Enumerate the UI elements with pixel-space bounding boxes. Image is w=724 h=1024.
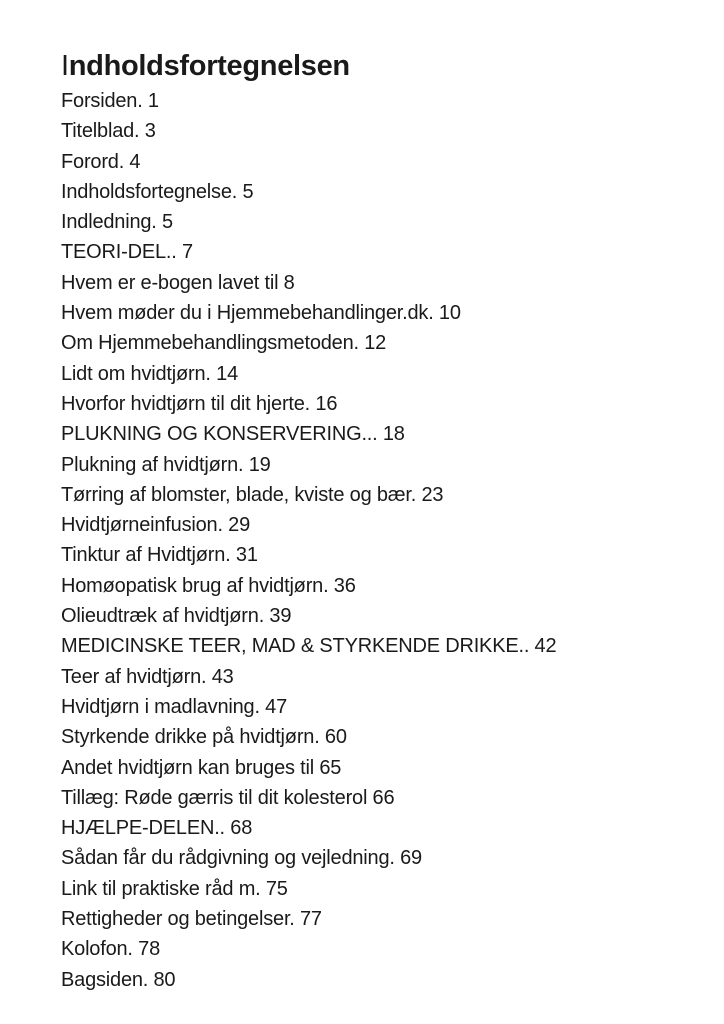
toc-entry: Olieudtræk af hvidtjørn. 39 [61,605,292,628]
toc-entry: Andet hvidtjørn kan bruges til 65 [61,756,342,779]
toc-entry: Om Hjemmebehandlingsmetoden. 12 [61,332,387,355]
toc-entry: Tørring af blomster, blade, kviste og bær. 23 [61,483,444,506]
toc-entry: Sådan får du rådgivning og vejledning. 69 [61,847,422,870]
toc-list [61,86,704,995]
toc-entry: Homøopatisk brug af hvidtjørn. 36 [61,574,356,597]
toc-page [61,46,704,995]
toc-entry: TEORI-DEL.. 7 [61,241,193,264]
toc-entry: Kolofon. 78 [61,938,160,961]
toc-entry: Hvem er e-bogen lavet til 8 [61,271,295,294]
toc-entry: Forsiden. 1 [61,90,159,112]
toc-entry: Indholdsfortegnelse. 5 [61,180,254,203]
page-title [61,46,704,86]
toc-entry: PLUKNING OG KONSERVERING... 18 [61,423,405,446]
toc-entry: Hvem møder du i Hjemmebehandlinger.dk. 10 [61,302,461,325]
title-rest: ndholdsfortegnelsen [68,50,350,82]
toc-entry: Hvidtjørneinfusion. 29 [61,514,251,537]
toc-entry: Bagsiden. 80 [61,968,176,991]
toc-entry: Styrkende drikke på hvidtjørn. 60 [61,726,347,749]
toc-entry: MEDICINSKE TEER, MAD & STYRKENDE DRIKKE.. 42 [61,635,557,658]
toc-entry: Rettigheder og betingelser. 77 [61,908,322,931]
toc-entry: HJÆLPE-DELEN.. 68 [61,817,253,840]
toc-entry: Tinktur af Hvidtjørn. 31 [61,544,258,567]
toc-entry: Forord. 4 [61,150,141,173]
toc-entry: Tillæg: Røde gærris til dit kolesterol 66 [61,786,395,809]
title-first-letter: I [61,50,69,82]
toc-entry: Link til praktiske råd m. 75 [61,877,288,900]
toc-entry: Hvorfor hvidtjørn til dit hjerte. 16 [61,392,338,415]
toc-entry: Plukning af hvidtjørn. 19 [61,453,271,476]
toc-entry: Titelblad. 3 [61,120,156,143]
toc-entry: Teer af hvidtjørn. 43 [61,665,234,688]
toc-entry: Indledning. 5 [61,211,173,234]
toc-entry: Lidt om hvidtjørn. 14 [61,362,238,385]
toc-entry: Hvidtjørn i madlavning. 47 [61,695,288,718]
